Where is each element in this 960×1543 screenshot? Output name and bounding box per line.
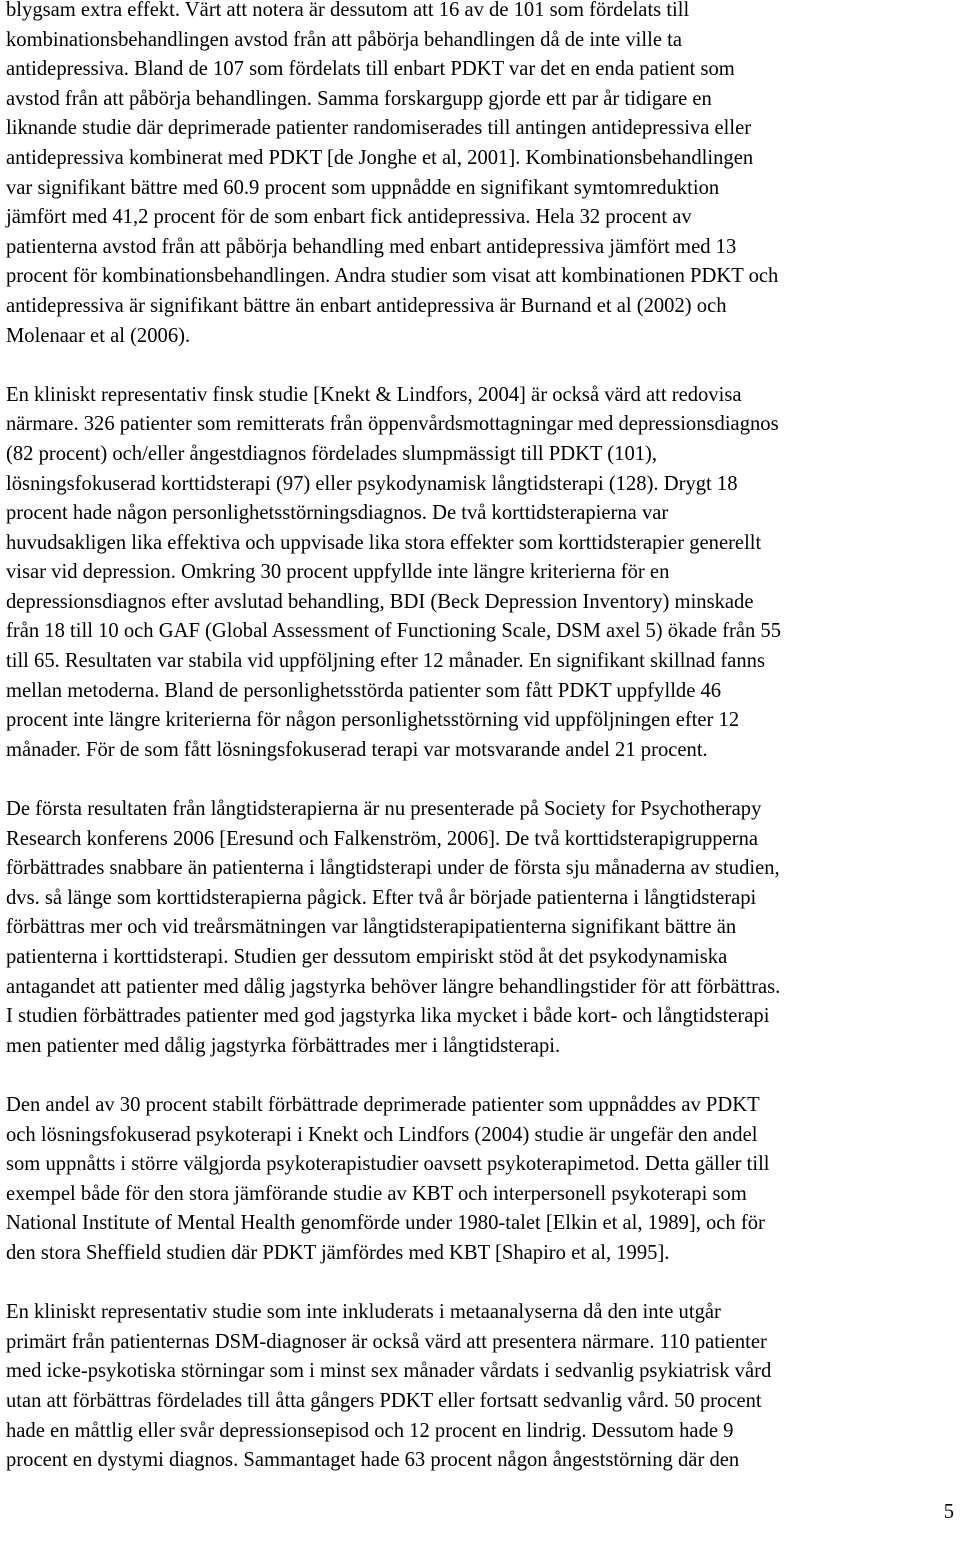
paragraph-2: En kliniskt representativ finsk studie [Knekt & Lindfors, 2004] är också värd att redovisa närmare. 326 patienter som remitterats från öppenvårdsmottagningar med depressionsdiagnos (82 procent) och/eller ångestdiagnos fördelades slumpmässigt till PDKT (101), lösningsfokuserad korttidsterapi (97) eller psykodynamisk långtidsterapi (128). Drygt 18 procent hade någon personlighetsstörningsdiagnos. De två korttidsterapierna var huvudsakligen lika effektiva och uppvisade lika stora effekter som korttidsterapier generellt visar vid depression. Omkring 30 procent uppfyllde inte längre kriterierna för en depressionsdiagnos efter avslutad behandling, BDI (Beck Depression Inventory) minskade från 18 till 10 och GAF (Global Assessment of Functioning Scale, DSM axel 5) ökade från 55 till 65. Resultaten var stabila vid uppföljning efter 12 månader. En signifikant skillnad fanns mellan metoderna. Bland de personlighetsstörda patienter som fått PDKT uppfyllde 46 procent inte längre kriterierna för någon personlighetsstörning vid uppföljningen efter 12 månader. För de som fått lösningsfokuserad terapi var motsvarande andel 21 procent.	[6, 383, 782, 761]
paragraph-1: blygsam extra effekt. Värt att notera är dessutom att 16 av de 101 som fördelats till kombinationsbehandlingen avstod från att påbörja behandlingen då de inte ville ta antidepressiva. Bland de 107 som fördelats till enbart PDKT var det en enda patient som avstod från att påbörja behandlingen. Samma forskargupp gjorde ett par år tidigare en liknande studie där deprimerade patienter randomiserades till antingen antidepressiva eller antidepressiva kombinerat med PDKT [de Jonghe et al, 2001]. Kombinationsbehandlingen var signifikant bättre med 60.9 procent som uppnådde en signifikant symtomreduktion jämfört med 41,2 procent för de som enbart fick antidepressiva. Hela 32 procent av patienterna avstod från att påbörja behandling med enbart antidepressiva jämfört med 13 procent för kombinationsbehandlingen. Andra studier som visat att kombinationen PDKT och antidepressiva är signifikant bättre än enbart antidepressiva är Burnand et al (2002) och Molenaar et al (2006).	[6, 0, 779, 347]
paragraph-5: En kliniskt representativ studie som inte inkluderats i metaanalyserna då den inte utgår primärt från patienternas DSM-diagnoser är också värd att presentera närmare. 110 patienter med icke-psykotiska störningar som i minst sex månader vårdats i sedvanlig psykiatrisk vård utan att förbättras fördelades till åtta gångers PDKT eller fortsatt sedvanlig vård. 50 procent hade en måttlig eller svår depressionsepisod och 12 procent en lindrig. Dessutom hade 9 procent en dystymi diagnos. Sammantaget hade 63 procent någon ångeststörning där den	[6, 1301, 772, 1472]
page-number: 5	[943, 1501, 954, 1523]
paragraph-3: De första resultaten från långtidsterapierna är nu presenterade på Society for Psychotherapy Research konferens 2006 [Eresund och Falkenström, 2006]. De två korttidsterapigrupperna förbättrades snabbare än patienterna i långtidsterapi under de första sju månaderna av studien, dvs. så länge som korttidsterapierna pågick. Efter två år började patienterna i långtidsterapi förbättras mer och vid treårsmätningen var långtidsterapipatienterna signifikant bättre än patienterna i korttidsterapi. Studien ger dessutom empiriskt stöd åt det psykodynamiska antagandet att patienter med dålig jagstyrka behöver längre behandlingstider för att förbättras. I studien förbättrades patienter med god jagstyrka lika mycket i både kort- och långtidsterapi men patienter med dålig jagstyrka förbättrades mer i långtidsterapi.	[6, 798, 781, 1057]
paragraph-4: Den andel av 30 procent stabilt förbättrade deprimerade patienter som uppnåddes av PDKT och lösningsfokuserad psykoterapi i Knekt och Lindfors (2004) studie är ungefär den andel som uppnåtts i större välgjorda psykoterapistudier oavsett psykoterapimetod. Detta gäller till exempel både för den stora jämförande studie av KBT och interpersonell psykoterapi som National Institute of Mental Health genomförde under 1980-talet [Elkin et al, 1989], och för den stora Sheffield studien där PDKT jämfördes med KBT [Shapiro et al, 1995].	[6, 1093, 770, 1264]
document-page	[6, 0, 958, 1505]
